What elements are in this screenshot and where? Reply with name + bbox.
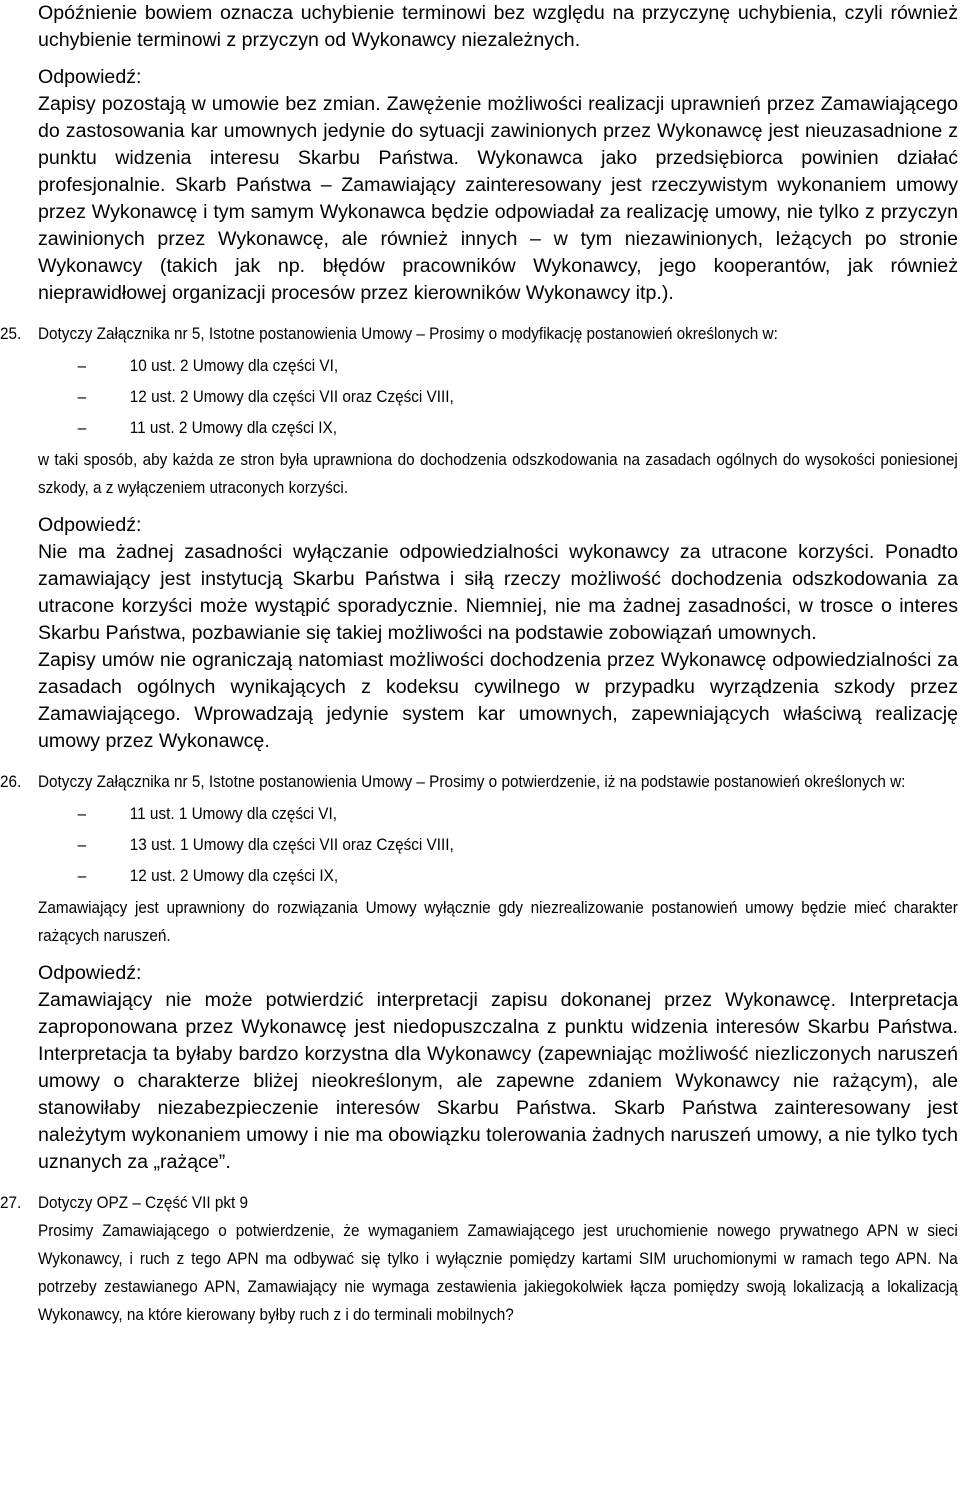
dash-bullet: – (77, 418, 87, 437)
question-item-25 (0, 320, 958, 502)
item-number: 25. (0, 324, 22, 343)
list-item: – 12 ust. 2 Umowy dla części IX, (38, 862, 958, 890)
list-item: – 13 ust. 1 Umowy dla części VII oraz Części VIII, (38, 831, 958, 859)
list-item: – 11 ust. 1 Umowy dla części VI, (38, 800, 958, 828)
question-item-27 (0, 1189, 958, 1329)
list-item: – 11 ust. 2 Umowy dla części IX, (38, 414, 958, 442)
answer-label: Odpowiedź: (38, 962, 142, 984)
question-text: Prosimy Zamawiającego o potwierdzenie, że wymaganiem Zamawiającego jest uruchomienie nowego prywatnego APN w sieci Wykonawcy, i ruch z tego APN ma odbywać się tylko i wyłącznie pomiędzy kartami SIM uruchomionymi w ramach tego APN. Na potrzeby zestawianego APN, Zamawiający nie wymaga zestawienia jakiegokolwiek łącza pomiędzy swoją lokalizacją a lokalizacją Wykonawcy, na które kierowany byłby ruch z i do terminali mobilnych? (38, 1221, 958, 1324)
dash-bullet: – (77, 866, 87, 885)
item-number: 26. (0, 772, 22, 791)
dash-bullet: – (77, 356, 87, 375)
list-item: – 12 ust. 2 Umowy dla części VII oraz Części VIII, (38, 383, 958, 411)
intro-paragraph: Opóźnienie bowiem oznacza uchybienie terminowi bez względu na przyczynę uchybienia, czyli również uchybienie terminowi z przyczyn od Wykonawcy niezależnych. (38, 2, 958, 51)
dash-bullet: – (77, 835, 87, 854)
answer-label: Odpowiedź: (38, 514, 142, 536)
answer-text: Zamawiający nie może potwierdzić interpretacji zapisu dokonanej przez Wykonawcę. Interpretacja zaproponowana przez Wykonawcę jest niedopuszczalna z punktu widzenia interesów Skarbu Państwa. Interpretacja ta byłaby bardzo korzystna dla Wykonawcy (zapewniając możliwość niezliczonych naruszeń umowy o charakterze bliżej nieokreślonym, ale zapewne zdaniem Wykonawcy nie rażącym), ale stanowiłaby niezabezpieczenie interesów Skarbu Państwa. Skarb Państwa zainteresowany jest należytym wykonaniem umowy i nie ma obowiązku tolerowania żadnych naruszeń umowy, a nie tylko tych uznanych za „rażące”. (38, 989, 958, 1173)
item-number: 27. (0, 1193, 22, 1212)
bullet-list (38, 800, 958, 890)
answer-text: Zapisy pozostają w umowie bez zmian. Zawężenie możliwości realizacji uprawnień przez Zamawiającego do zastosowania kar umownych jedynie do sytuacji zawinionych przez Wykonawcę jest nieuzasadnione z punktu widzenia interesu Skarbu Państwa. Wykonawca jako przedsiębiorca powinien działać profesjonalnie. Skarb Państwa – Zamawiający zainteresowany jest rzeczywistym wykonaniem umowy przez Wykonawcę i tym samym Wykonawca będzie odpowiadał za realizację umowy, nie tylko z przyczyn zawinionych przez Wykonawcę, ale również innych – w tym niezawinionych, leżących po stronie Wykonawcy (takich jak np. błędów pracowników Wykonawcy, jego kooperantów, jak również nieprawidłowej organizacji procesów przez kierowników Wykonawcy itp.). (38, 93, 958, 304)
question-continuation: Zamawiający jest uprawniony do rozwiązania Umowy wyłącznie gdy niezrealizowanie postanowień umowy będzie mieć charakter rażących naruszeń. (38, 898, 958, 945)
question-item-26 (0, 768, 958, 950)
answer-text: Zapisy umów nie ograniczają natomiast możliwości dochodzenia przez Wykonawcę odpowiedzialności za zasadach ogólnych wynikających z kodeksu cywilnego w przypadku wyrządzenia szkody przez Zamawiającego. Wprowadzają jedynie system kar umownych, zapewniających właściwą realizację umowy przez Wykonawcę. (38, 649, 958, 752)
question-text: Dotyczy Załącznika nr 5, Istotne postanowienia Umowy – Prosimy o potwierdzenie, iż na podstawie postanowień określonych w: (38, 772, 906, 791)
bullet-list (38, 352, 958, 442)
question-continuation: w taki sposób, aby każda ze stron była uprawniona do dochodzenia odszkodowania na zasadach ogólnych do wysokości poniesionej szkody, a z wyłączeniem utraconych korzyści. (38, 450, 958, 497)
answer-text: Nie ma żadnej zasadności wyłączanie odpowiedzialności wykonawcy za utracone korzyści. Ponadto zamawiający jest instytucją Skarbu Państwa i siłą rzeczy możliwość dochodzenia odszkodowania za utracone korzyści może wystąpić sporadycznie. Niemniej, nie ma żadnej zasadności, w trosce o interes Skarbu Państwa, pozbawianie się takiej możliwości na podstawie zobowiązań umownych. (38, 541, 958, 644)
answer-label: Odpowiedź: (38, 66, 142, 88)
dash-bullet: – (77, 804, 87, 823)
dash-bullet: – (77, 387, 87, 406)
list-item: – 10 ust. 2 Umowy dla części VI, (38, 352, 958, 380)
question-text: Dotyczy Załącznika nr 5, Istotne postanowienia Umowy – Prosimy o modyfikację postanowień określonych w: (38, 324, 778, 343)
question-title: Dotyczy OPZ – Część VII pkt 9 (38, 1193, 249, 1212)
